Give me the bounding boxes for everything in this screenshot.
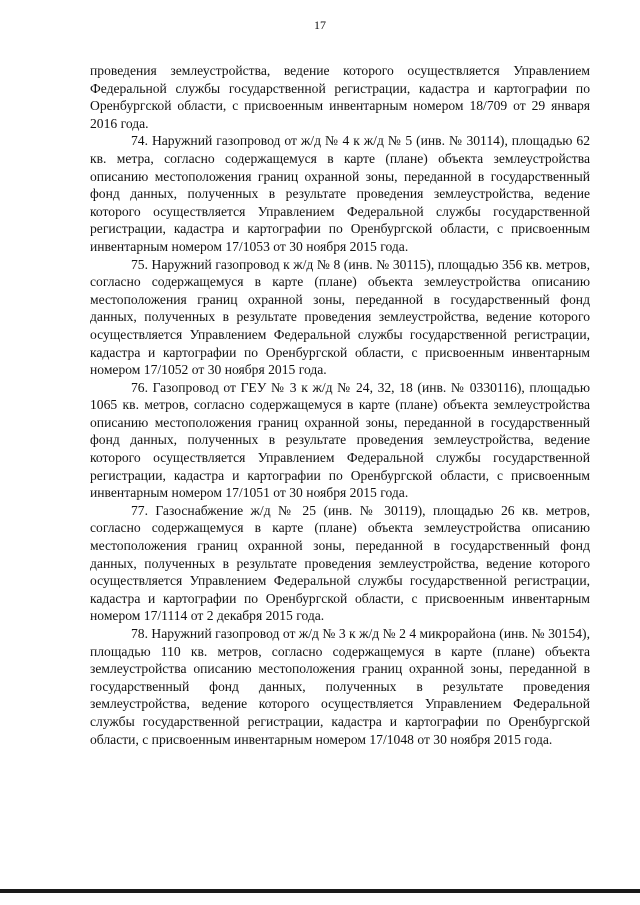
page-bottom-rule bbox=[0, 889, 640, 893]
document-body bbox=[90, 62, 590, 748]
paragraph-item-74: 74. Наружний газопровод от ж/д № 4 к ж/д № 5 (инв. № 30114), площадью 62 кв. метра, согласно содержащемуся в карте (плане) объекта землеустройства описанию местоположения границ охранной зоны, переданной в государственный фонд данных, полученных в результате проведения землеустройства, ведение которого осуществляется Управлением Федеральной службы государственной регистрации, кадастра и картографии по Оренбургской области, с присвоенным инвентарным номером 17/1053 от 30 ноября 2015 года. bbox=[90, 133, 590, 254]
page-number: 17 bbox=[314, 18, 326, 32]
paragraph-item-78: 78. Наружний газопровод от ж/д № 3 к ж/д № 2 4 микрорайона (инв. № 30154), площадью 110 кв. метров, согласно содержащемуся в карте (плане) объекта землеустройства описанию местоположения границ охранной зоны, переданной в государственный фонд данных, полученных в результате проведения землеустройства, ведение которого осуществляется Управлением Федеральной службы государственной регистрации, кадастра и картографии по Оренбургской области, с присвоенным инвентарным номером 17/1048 от 30 ноября 2015 года. bbox=[90, 626, 590, 747]
paragraph-item-75: 75. Наружний газопровод к ж/д № 8 (инв. № 30115), площадью 356 кв. метров, согласно содержащемуся в карте (плане) объекта землеустройства описанию местоположения границ охранной зоны, переданной в государственный фонд данных, полученных в результате проведения землеустройства, ведение которого осуществляется Управлением Федеральной службы государственной регистрации, кадастра и картографии по Оренбургской области, с присвоенным инвентарным номером 17/1052 от 30 ноября 2015 года. bbox=[90, 256, 590, 378]
paragraph-item-76: 76. Газопровод от ГЕУ № 3 к ж/д № 24, 32, 18 (инв. № 0330116), площадью 1065 кв. метров, согласно содержащемуся в карте (плане) объекта землеустройства описанию местоположения границ охранной зоны, переданной в государственный фонд данных, полученных в результате проведения землеустройства, ведение которого осуществляется Управлением Федеральной службы государственной регистрации, кадастра и картографии по Оренбургской области, с присвоенным инвентарным номером 17/1051 от 30 ноября 2015 года. bbox=[90, 379, 590, 501]
paragraph-item-77: 77. Газоснабжение ж/д № 25 (инв. № 30119), площадью 26 кв. метров, согласно содержащемуся в карте (плане) объекта землеустройства описанию местоположения границ охранной зоны, переданной в государственный фонд данных, полученных в результате проведения землеустройства, ведение которого осуществляется Управлением Федеральной службы государственной регистрации, кадастра и картографии по Оренбургской области, с присвоенным инвентарным номером 17/1114 от 2 декабря 2015 года. bbox=[90, 502, 590, 624]
paragraph-continuation: проведения землеустройства, ведение которого осуществляется Управлением Федеральной службы государственной регистрации, кадастра и картографии по Оренбургской области, с присвоенным инвентарным номером 18/709 от 29 января 2016 года. bbox=[90, 63, 590, 131]
